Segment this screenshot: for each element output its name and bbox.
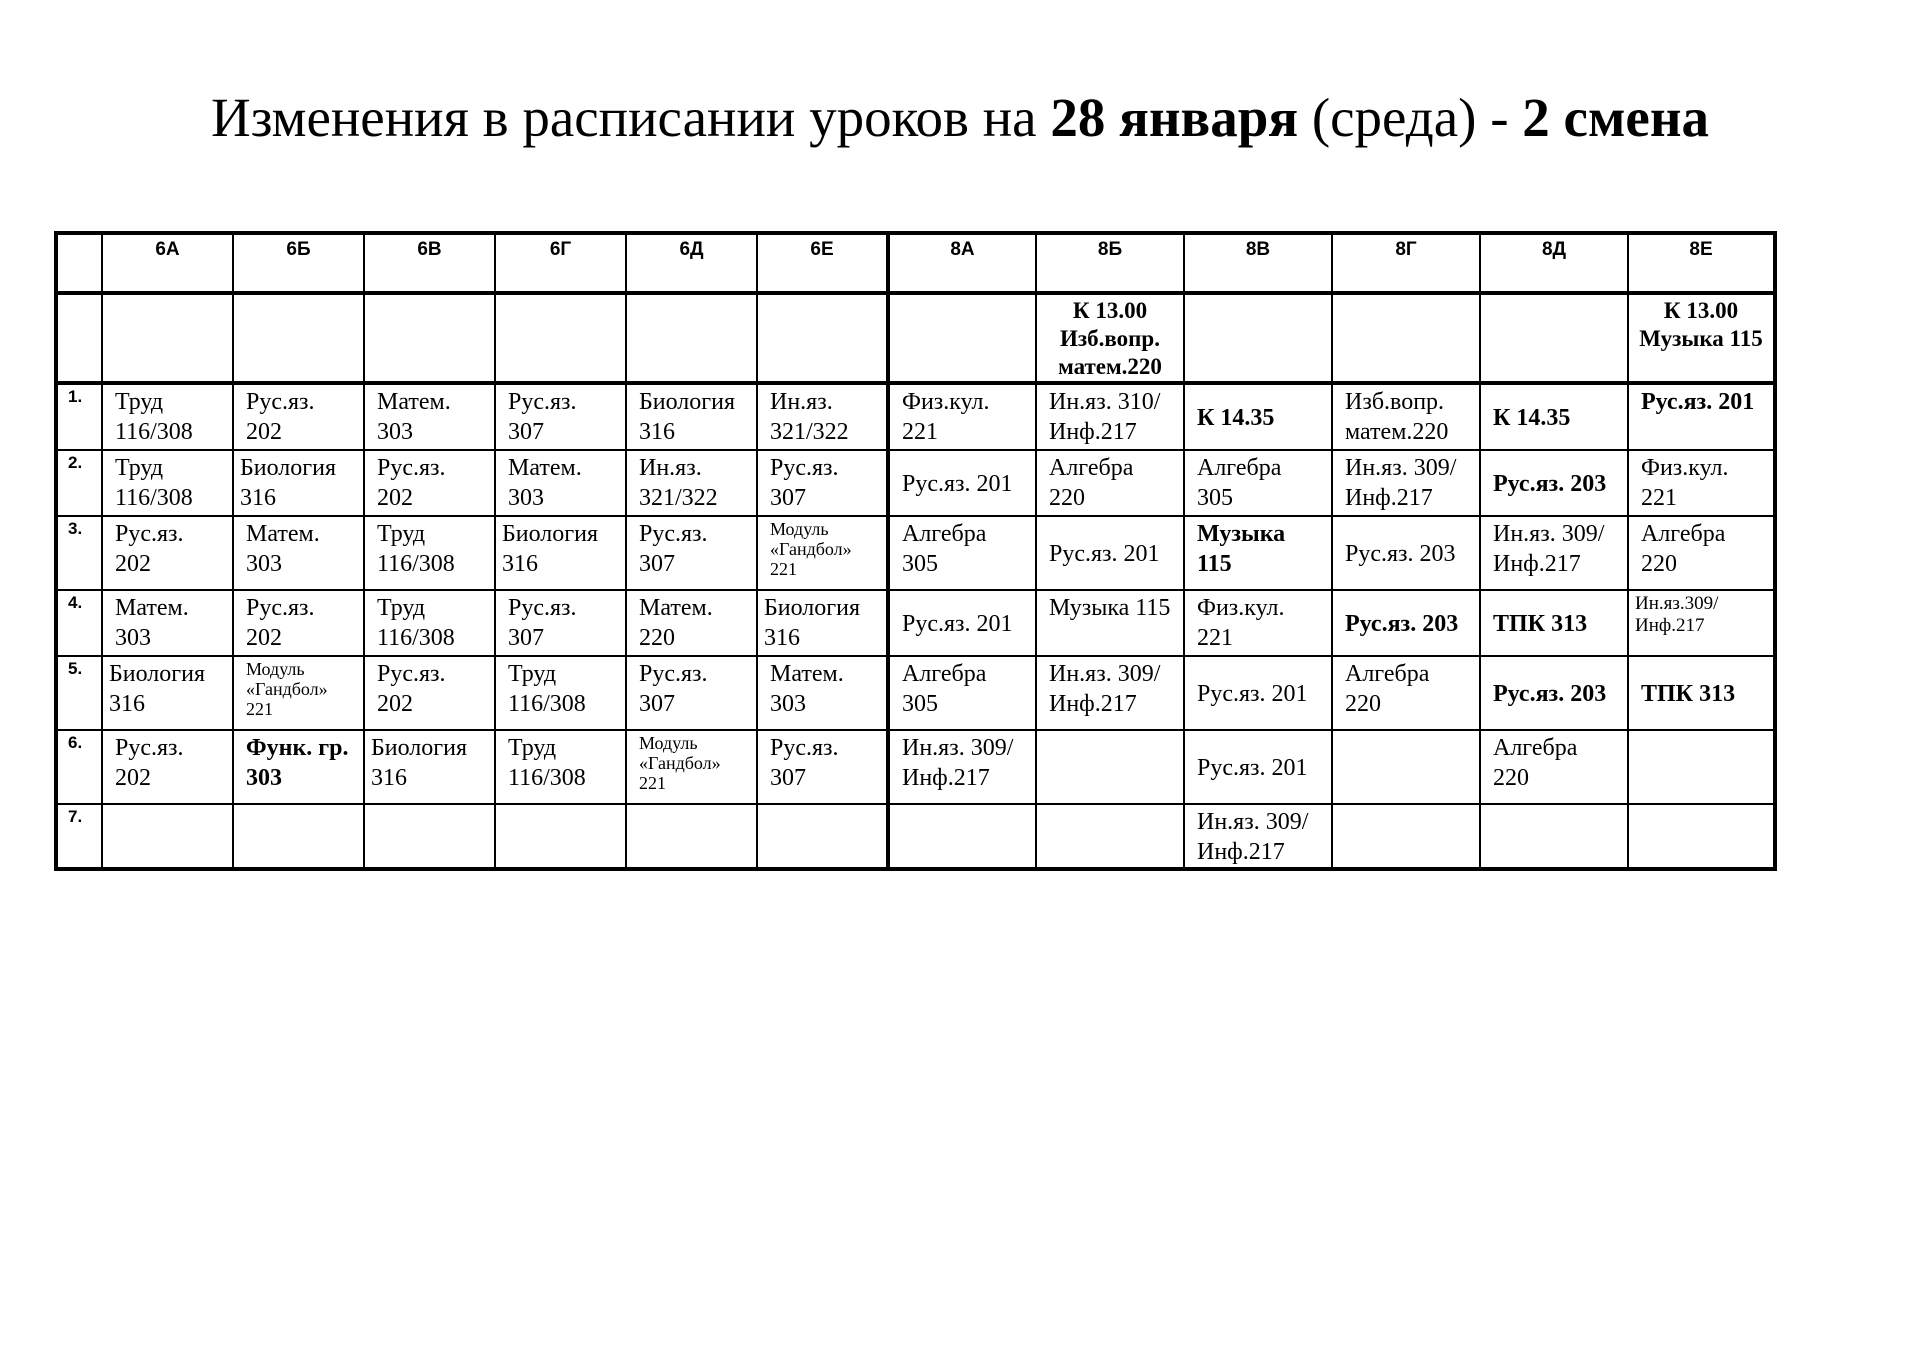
lesson-cell: Труд 116/308	[364, 516, 495, 590]
lesson-cell: Матем. 303	[757, 656, 888, 730]
lesson-cell: Рус.яз. 202	[233, 383, 364, 450]
lesson-cell: Модуль «Гандбол» 221	[757, 516, 888, 590]
note-cell-8b: К 13.00 Изб.вопр. матем.220	[1036, 293, 1184, 383]
lesson-cell: Функ. гр. 303	[233, 730, 364, 804]
lesson-cell: Биология 316	[626, 383, 757, 450]
lesson-cell: Рус.яз. 201	[888, 450, 1036, 516]
lesson-cell: Рус.яз. 202	[102, 730, 233, 804]
class-header: 8Е	[1628, 233, 1775, 293]
class-header: 6А	[102, 233, 233, 293]
note-cell	[102, 293, 233, 383]
lesson-cell	[495, 804, 626, 869]
class-header: 8Д	[1480, 233, 1628, 293]
lesson-number: 6.	[56, 730, 102, 804]
lesson-cell: Биология 316	[495, 516, 626, 590]
lesson-cell: Рус.яз. 201	[1628, 383, 1775, 450]
lesson-cell: Труд 116/308	[495, 730, 626, 804]
lesson-cell: Алгебра 220	[1036, 450, 1184, 516]
lesson-cell: Физ.кул. 221	[1628, 450, 1775, 516]
page-title	[0, 78, 1920, 158]
title-text: Изменения в расписании уроков на	[210, 87, 1051, 148]
schedule-table	[54, 231, 1777, 871]
note-cell-8e: К 13.00 Музыка 115	[1628, 293, 1775, 383]
class-header: 8Б	[1036, 233, 1184, 293]
lesson-cell: Алгебра 305	[888, 516, 1036, 590]
lesson-cell: Ин.яз.309/ Инф.217	[1628, 590, 1775, 656]
lesson-number: 7.	[56, 804, 102, 869]
lesson-cell: Биология 316	[102, 656, 233, 730]
lesson-cell	[1036, 730, 1184, 804]
lesson-cell	[1628, 804, 1775, 869]
title-shift: 2 смена	[1522, 87, 1710, 148]
lesson-cell: Ин.яз. 309/ Инф.217	[1332, 450, 1480, 516]
lesson-cell	[1332, 730, 1480, 804]
lesson-cell: Музыка 115	[1184, 516, 1332, 590]
lesson-cell: Алгебра 220	[1628, 516, 1775, 590]
lesson-cell: Рус.яз. 202	[233, 590, 364, 656]
lesson-cell: Рус.яз. 307	[495, 383, 626, 450]
lesson-cell: Рус.яз. 307	[757, 450, 888, 516]
class-header: 6Е	[757, 233, 888, 293]
lesson-cell: Ин.яз. 309/ Инф.217	[888, 730, 1036, 804]
note-cell	[757, 293, 888, 383]
lesson-cell: ТПК 313	[1628, 656, 1775, 730]
lesson-cell: Ин.яз. 321/322	[757, 383, 888, 450]
lesson-cell: Ин.яз. 321/322	[626, 450, 757, 516]
note-cell	[1184, 293, 1332, 383]
lesson-cell: Рус.яз. 202	[102, 516, 233, 590]
class-header: 8Г	[1332, 233, 1480, 293]
lesson-cell: Физ.кул. 221	[888, 383, 1036, 450]
lesson-cell: Рус.яз. 201	[1184, 656, 1332, 730]
lesson-row-2	[56, 450, 1775, 516]
lesson-cell: Матем. 303	[102, 590, 233, 656]
lesson-cell: Рус.яз. 203	[1332, 590, 1480, 656]
lesson-cell: Биология 316	[757, 590, 888, 656]
lesson-cell: Рус.яз. 307	[626, 516, 757, 590]
class-header: 8А	[888, 233, 1036, 293]
lesson-cell	[1332, 804, 1480, 869]
note-cell	[888, 293, 1036, 383]
class-header: 6Д	[626, 233, 757, 293]
lesson-cell: Биология 316	[364, 730, 495, 804]
lesson-cell	[233, 804, 364, 869]
lesson-cell: Рус.яз. 201	[1184, 730, 1332, 804]
lesson-number: 5.	[56, 656, 102, 730]
note-row	[56, 293, 1775, 383]
lesson-number: 4.	[56, 590, 102, 656]
lesson-cell: Ин.яз. 309/ Инф.217	[1036, 656, 1184, 730]
lesson-row-7	[56, 804, 1775, 869]
class-header: 6Б	[233, 233, 364, 293]
lesson-cell: Матем. 220	[626, 590, 757, 656]
lesson-cell: Матем. 303	[364, 383, 495, 450]
lesson-cell: Труд 116/308	[364, 590, 495, 656]
note-cell	[626, 293, 757, 383]
lesson-cell: Матем. 303	[495, 450, 626, 516]
note-cell	[364, 293, 495, 383]
lesson-cell: Рус.яз. 307	[626, 656, 757, 730]
lesson-cell	[1480, 804, 1628, 869]
lesson-cell: К 14.35	[1184, 383, 1332, 450]
note-cell	[495, 293, 626, 383]
lesson-number: 1.	[56, 383, 102, 450]
lesson-cell	[757, 804, 888, 869]
lesson-cell: Рус.яз. 202	[364, 450, 495, 516]
lesson-cell	[102, 804, 233, 869]
lesson-cell: Алгебра 220	[1332, 656, 1480, 730]
lesson-cell	[1628, 730, 1775, 804]
title-weekday: (среда) -	[1298, 87, 1523, 148]
lesson-cell: Рус.яз. 202	[364, 656, 495, 730]
lesson-cell: Рус.яз. 203	[1480, 450, 1628, 516]
header-row	[56, 233, 1775, 293]
lesson-cell: Модуль «Гандбол» 221	[233, 656, 364, 730]
lesson-cell: Модуль «Гандбол» 221	[626, 730, 757, 804]
lesson-number: 2.	[56, 450, 102, 516]
lesson-row-3	[56, 516, 1775, 590]
note-cell	[56, 293, 102, 383]
lesson-row-5	[56, 656, 1775, 730]
class-header: 6Г	[495, 233, 626, 293]
corner-cell	[56, 233, 102, 293]
lesson-cell: Алгебра 305	[1184, 450, 1332, 516]
lesson-cell: Физ.кул. 221	[1184, 590, 1332, 656]
lesson-row-6	[56, 730, 1775, 804]
lesson-cell: ТПК 313	[1480, 590, 1628, 656]
class-header: 8В	[1184, 233, 1332, 293]
lesson-cell: Изб.вопр. матем.220	[1332, 383, 1480, 450]
lesson-cell: Труд 116/308	[102, 450, 233, 516]
lesson-cell	[1036, 804, 1184, 869]
lesson-cell: Музыка 115	[1036, 590, 1184, 656]
lesson-row-4	[56, 590, 1775, 656]
lesson-row-1	[56, 383, 1775, 450]
lesson-cell	[364, 804, 495, 869]
lesson-cell	[888, 804, 1036, 869]
title-date: 28 января	[1050, 87, 1299, 148]
note-cell	[233, 293, 364, 383]
lesson-cell: Рус.яз. 201	[888, 590, 1036, 656]
lesson-cell: Труд 116/308	[495, 656, 626, 730]
lesson-cell: Рус.яз. 203	[1480, 656, 1628, 730]
lesson-cell: Ин.яз. 310/ Инф.217	[1036, 383, 1184, 450]
lesson-cell: К 14.35	[1480, 383, 1628, 450]
lesson-cell: Ин.яз. 309/ Инф.217	[1480, 516, 1628, 590]
lesson-cell	[626, 804, 757, 869]
lesson-cell: Рус.яз. 201	[1036, 516, 1184, 590]
class-header: 6В	[364, 233, 495, 293]
lesson-cell: Алгебра 305	[888, 656, 1036, 730]
lesson-cell: Рус.яз. 307	[757, 730, 888, 804]
note-cell	[1332, 293, 1480, 383]
lesson-cell: Труд 116/308	[102, 383, 233, 450]
lesson-cell: Алгебра 220	[1480, 730, 1628, 804]
note-cell	[1480, 293, 1628, 383]
lesson-cell: Рус.яз. 203	[1332, 516, 1480, 590]
lesson-cell: Матем. 303	[233, 516, 364, 590]
lesson-cell: Рус.яз. 307	[495, 590, 626, 656]
lesson-number: 3.	[56, 516, 102, 590]
lesson-cell: Ин.яз. 309/ Инф.217	[1184, 804, 1332, 869]
lesson-cell: Биология 316	[233, 450, 364, 516]
